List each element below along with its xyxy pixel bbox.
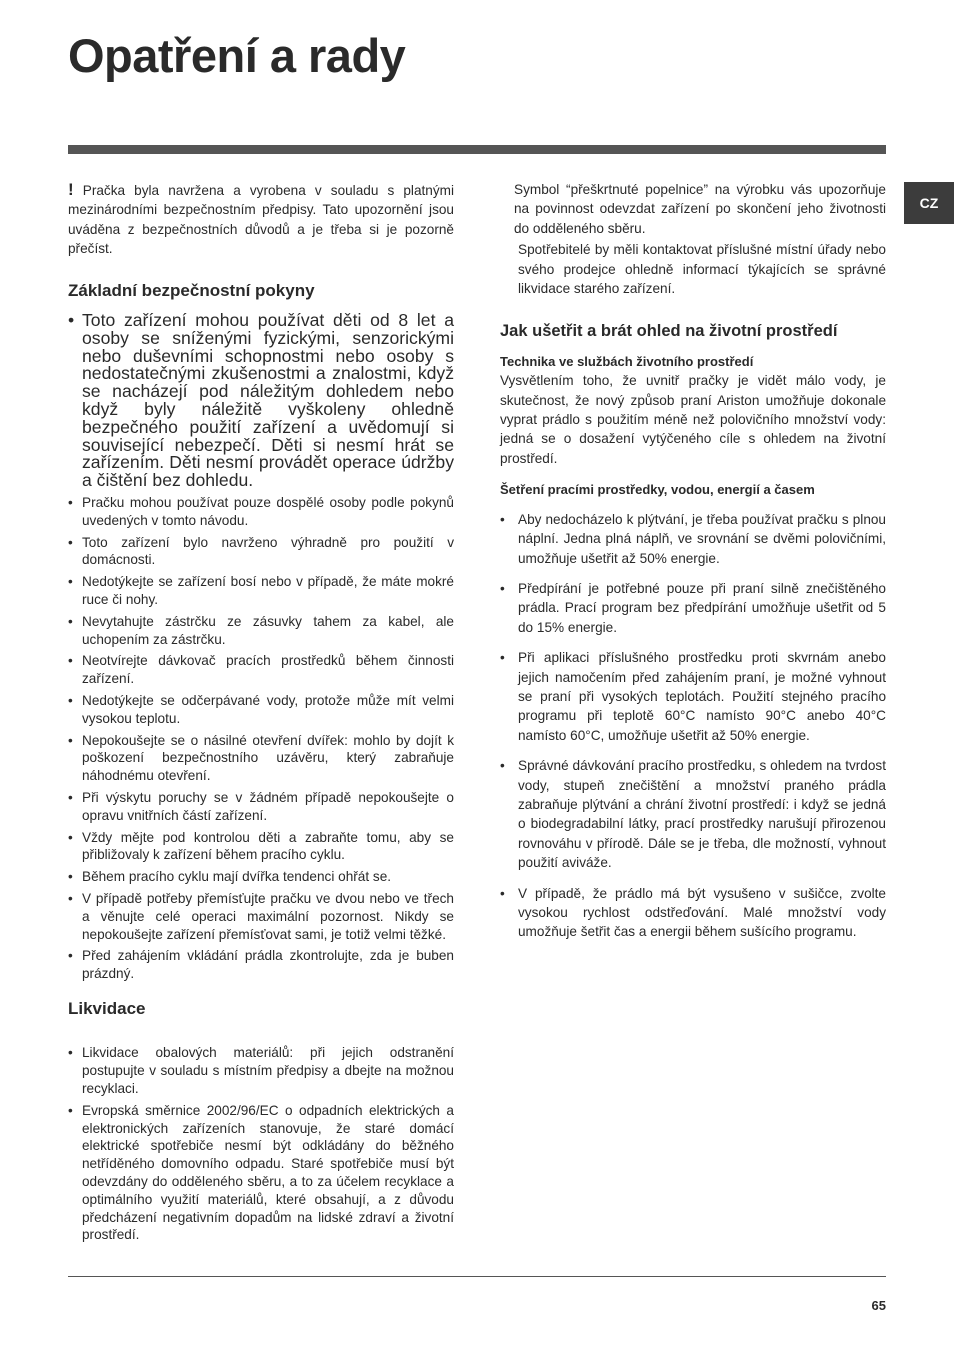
list-item: • Vždy mějte pod kontrolou děti a zabraňte tomu, aby se přibližovaly k zařízení během pracího cyklu. (68, 829, 454, 865)
list-item: • Při aplikaci příslušného prostředku proti skvrnám anebo jejich namočením před zahájením praní, je možné vyhnout se praní při vysokých teplotách. Použití stejného pracího programu při teplotě 60°C namísto 90°C anebo 40°C namísto 60°C, umožňuje ušetřit až 50% energie. (500, 648, 886, 745)
list-item: • Nedotýkejte se odčerpávané vody, protože může mít velmi vysokou teplotu. (68, 692, 454, 728)
consumers-paragraph: Spotřebitelé by měli kontaktovat příslušné místní úřady nebo svého prodejce ohledně informací týkajících se správné likvidace starého zařízení. (518, 242, 886, 297)
list-item: • Nepokoušejte se o násilné otevření dvířek: mohlo by dojít k poškození bezpečnostního uzávěru, který zabraňuje náhodnému otevření. (68, 732, 454, 785)
list-item: • Při výskytu poruchy se v žádném případě nepokoušejte o opravu vnitřních částí zařízení. (68, 789, 454, 825)
list-item: • Před zahájením vkládání prádla zkontrolujte, zda je buben prázdný. (68, 947, 454, 983)
technology-paragraph: Vysvětlením toho, že uvnitř pračky je vidět málo vody, je skutečnost, že nový způsob praní Ariston umožňuje dokonale vyprat prádlo s použitím méně než polovičního množství vody: jedná se o dosažení vytýčeného cíle s ohledem na životní prostředí. (500, 373, 886, 466)
list-item: • V případě potřeby přemísťujte pračku ve dvou nebo ve třech a věnujte celé operaci maximální pozornost. Nikdy se nepokoušejte zařízení přemísťovat sami, je totiž velmi těžké. (68, 890, 454, 943)
list-item: • Správné dávkování pracího prostředku, s ohledem na tvrdost vody, stupeň znečištění a množství praného prádla zabraňuje plýtvání a chrání životní prostředí: i když se jedná o biodegradabilní látky, prací prostředky narušují přirozenou rovnováhu v přírodě. Dále se je třeba, dle možností, vyhnout použití aviváže. (500, 756, 886, 872)
saving-list (500, 510, 886, 942)
disposal-list (68, 1044, 454, 1244)
safety-heading: Základní bezpečnostní pokyny (68, 280, 315, 300)
title-divider (68, 145, 886, 154)
environment-heading: Jak ušetřit a brát ohled na životní prostředí (500, 322, 838, 341)
list-item: • Pračku mohou používat pouze dospělé osoby podle pokynů uvedených v tomto návodu. (68, 494, 454, 530)
left-column (68, 180, 454, 1248)
right-column (500, 180, 886, 953)
list-item: • Během pracího cyklu mají dvířka tendenci ohřát se. (68, 868, 454, 886)
technology-subheading: Technika ve službách životního prostředí (500, 353, 754, 369)
list-item: • Likvidace obalových materiálů: při jejich odstranění postupujte v souladu s místním předpisy a dbejte na možnou recyklaci. (68, 1044, 454, 1097)
warning-icon: ! (68, 180, 74, 199)
list-item: • Neotvírejte dávkovač pracích prostředků během činnosti zařízení. (68, 652, 454, 688)
list-item: • Nedotýkejte se zařízení bosí nebo v případě, že máte mokré ruce či nohy. (68, 573, 454, 609)
safety-list (68, 312, 454, 983)
list-item: • Aby nedocházelo k plýtvání, je třeba používat pračku s plnou náplní. Jedna plná náplň, ve srovnání se dvěmi polovičními, umožňuje ušetřit až 50% energie. (500, 510, 886, 568)
symbol-paragraph: Symbol “přeškrtnuté popelnice” na výrobku vás upozorňuje na povinnost odevzdat zařízení po skončení jeho životnosti do odděleného sběru. (514, 182, 886, 236)
list-item: • Předpírání je potřebné pouze při praní silně znečištěného prádla. Prací program bez předpírání umožňuje ušetřit od 5 do 15% energie. (500, 579, 886, 637)
page-number: 65 (871, 1298, 886, 1313)
intro-text: Pračka byla navržena a vyrobena v souladu s platnými mezinárodními bezpečnostním předpisy. Tato upozornění jsou uváděna z bezpečnostních důvodů a je třeba si je pozorně přečíst. (68, 183, 454, 257)
list-item: • V případě, že prádlo má být vysušeno v sušičce, zvolte vysokou rychlost odstřeďování. Malé množství vody umožňuje šetřit čas a energii během sušícího programu. (500, 884, 886, 942)
disposal-heading: Likvidace (68, 998, 146, 1018)
list-item: • Toto zařízení bylo navrženo výhradně pro použití v domácnosti. (68, 534, 454, 570)
list-item: • Toto zařízení mohou používat děti od 8 let a osoby se sníženými fyzickými, senzorickými nebo duševními schopnostmi nebo osoby s nedostatečnými zkušenostmi a znalostmi, když se nacházejí pod náležitým dohledem nebo když byly náležitě vyškoleny ohledně bezpečného použití zařízení a uvědomují si související nebezpečí. Děti si nesmí hrát se zařízením. Děti nesmí provádět operace údržby a čištění bez dohledu. (68, 312, 454, 490)
intro-paragraph (68, 180, 454, 259)
language-tab: CZ (904, 182, 954, 224)
footer-divider (68, 1276, 886, 1277)
saving-subheading: Šetření pracími prostředky, vodou, energií a časem (500, 482, 815, 498)
page-title: Opatření a rady (68, 29, 406, 82)
list-item: • Nevytahujte zástrčku ze zásuvky tahem za kabel, ale uchopením za zástrčku. (68, 613, 454, 649)
list-item: • Evropská směrnice 2002/96/EC o odpadních elektrických a elektronických zařízeních stanovuje, že staré domácí elektrické spotřebiče nesmí být odkládány do běžného netříděného domovního odpadu. Staré spotřebiče musí být odevzdány do odděleného sběru, a to za účelem recyklace a optimálního využití materiálů, které obsahují, a z důvodu předcházení negativním dopadům na lidské zdraví a životní prostředí. (68, 1102, 454, 1244)
